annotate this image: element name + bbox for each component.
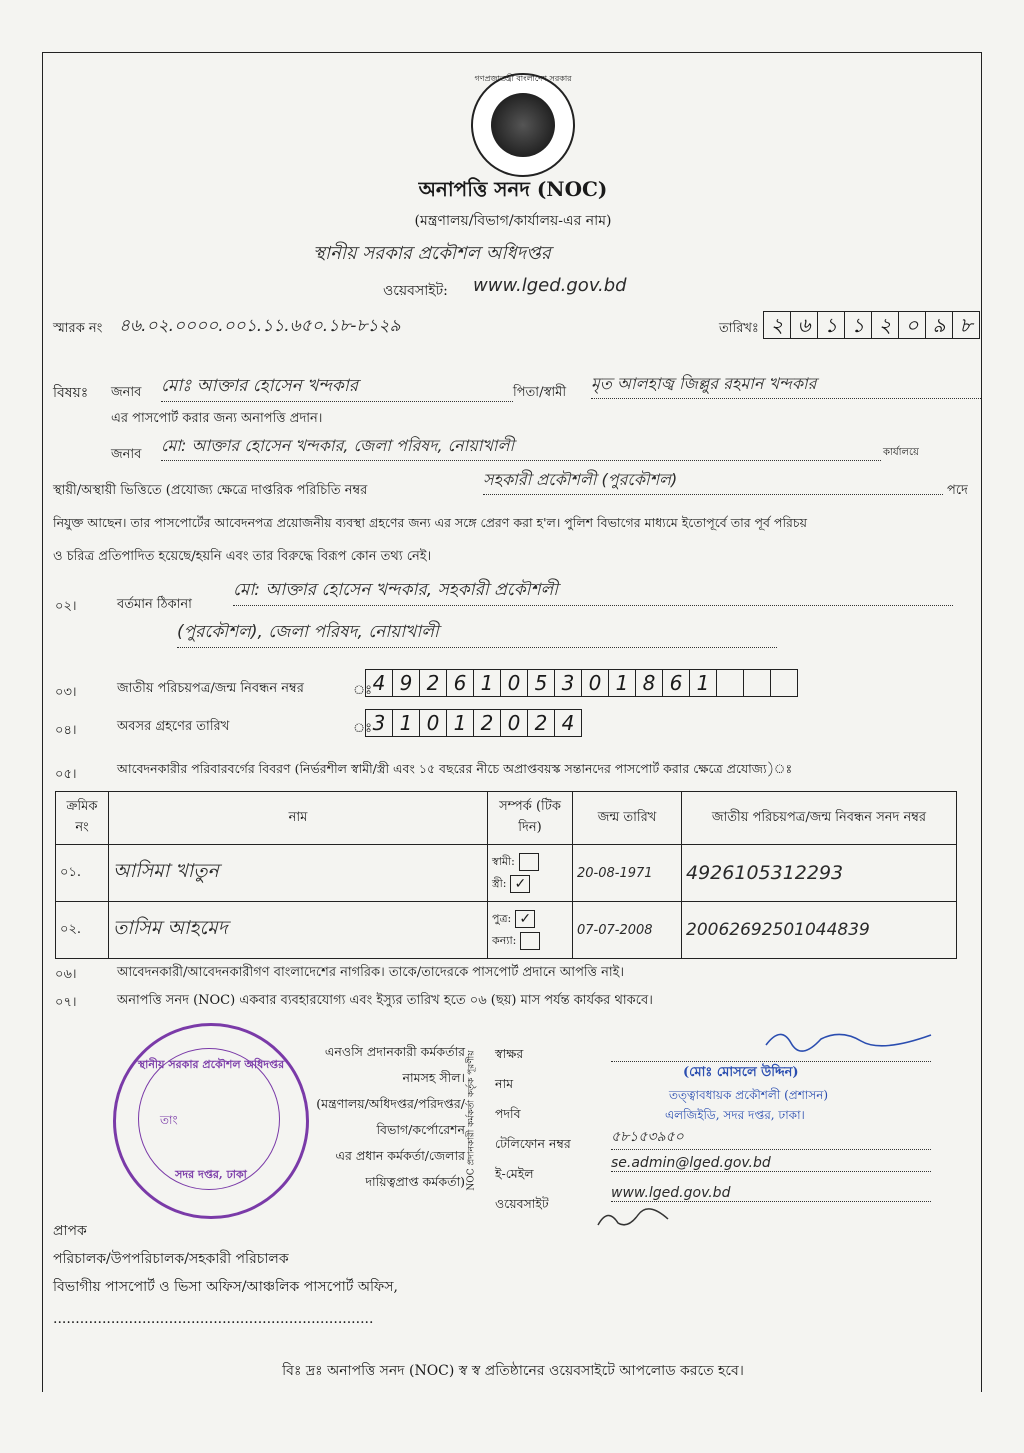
recipient-line3: বিভাগীয় পাসপোর্ট ও ভিসা অফিস/আঞ্চলিক পাসপোর্ট অফিস, — [53, 1279, 398, 1295]
initial-signature-icon — [593, 1203, 673, 1233]
office-posting: মো: আক্তার হোসেন খন্দকার, জেলা পরিষদ, নোয়াখালী — [161, 433, 881, 461]
date-digit-box: ৯ — [925, 311, 952, 339]
row-nid: 20062692501044839 — [682, 902, 957, 959]
address-line2: (পুরকৌশল), জেলা পরিষদ, নোয়াখালী — [177, 619, 777, 648]
government-emblem-icon — [471, 73, 575, 177]
row-name: তাসিম আহমেদ — [109, 902, 488, 959]
website-value: www.lged.gov.bd — [473, 275, 627, 296]
vertical-note: NOC প্রদানকারী কর্মকর্তা কর্তৃক পূরণীয় — [466, 1050, 477, 1191]
post-label: পদবি — [495, 1106, 521, 1121]
signature-icon — [761, 1025, 941, 1055]
item-03-number: ০৩। — [55, 685, 77, 700]
desc-line: বিভাগ/কর্পোরেশন — [376, 1122, 465, 1137]
retire-digit-box: 2 — [473, 709, 500, 737]
relation-a-checkbox: ✓ — [515, 910, 535, 928]
header-dob: জন্ম তারিখ — [573, 792, 682, 845]
line5: নিযুক্ত আছেন। তার পাসপোর্টের আবেদনপত্র প্রয়োজনীয় ব্যবস্থা গ্রহণের জন্য এর সঙ্গে প্রেরণ করা হ'ল। পুলিশ বিভাগের মাধ্যমে ইতোপূর্বে তার পূর্ব পরিচয় — [53, 515, 808, 530]
nid-digit-box: 6 — [662, 669, 689, 697]
seal-top-text: স্থানীয় সরকার প্রকৌশল অধিদপ্তর — [137, 1058, 285, 1071]
item-07-number: ০৭। — [55, 995, 77, 1010]
retirement-date-boxes — [365, 709, 582, 737]
row-dob: 07-07-2008 — [573, 902, 682, 959]
web-label: ওয়েবসাইট — [495, 1196, 549, 1211]
signatory-email: se.admin@lged.gov.bd — [611, 1155, 931, 1172]
desc-line: দায়িত্বপ্রাপ্ত কর্মকর্তা) — [365, 1174, 465, 1189]
header-relation: সম্পর্ক (টিক দিন) — [488, 792, 573, 845]
family-label: আবেদনকারীর পরিবারবর্গের বিবরণ (নির্ভরশীল স্বামী/স্ত্রী এবং ১৫ বছরের নীচে অপ্রাপ্তবয়স্ক সন্তানদের পাসপোর্ট করার ক্ষেত্রে প্রযোজ্য)ঃ — [117, 761, 793, 776]
signatory-post1: তত্ত্বাবধায়ক প্রকৌশলী (প্রশাসন) — [669, 1088, 829, 1102]
designation: সহকারী প্রকৌশলী (পুরকৌশল) — [483, 467, 943, 495]
applicant-name: মোঃ আক্তার হোসেন খন্দকার — [161, 373, 513, 402]
row-dob: 20-08-1971 — [573, 845, 682, 902]
relation-a-label: স্বামী: — [492, 855, 515, 868]
row-serial: ০২. — [56, 902, 109, 959]
recipient-label: প্রাপক — [53, 1223, 87, 1239]
line3-prefix: জনাব — [111, 447, 142, 462]
table-header-row — [56, 792, 957, 845]
relation-a-label: পুত্র: — [492, 912, 512, 925]
row-relation — [488, 902, 573, 959]
item-04-number: ০৪। — [55, 723, 77, 738]
line4-prefix: স্থায়ী/অস্থায়ী ভিত্তিতে (প্রযোজ্য ক্ষেত্রে দাপ্তরিক পরিচিতি নম্বর — [53, 483, 368, 498]
relation-b-checkbox — [520, 932, 540, 950]
nid-digit-box: 9 — [392, 669, 419, 697]
nid-digit-box: 6 — [446, 669, 473, 697]
emblem-text: গণপ্রজাতন্ত্রী বাংলাদেশ সরকার — [474, 74, 572, 83]
retire-digit-box: 2 — [527, 709, 554, 737]
date-digit-box: ১ — [817, 311, 844, 339]
subject-prefix: জনাব — [111, 385, 142, 400]
relation-b-label: কন্যা: — [492, 934, 517, 947]
nid-digit-box: 1 — [608, 669, 635, 697]
line4-suffix: পদে — [947, 483, 968, 498]
retire-label: অবসর গ্রহণের তারিখ — [117, 719, 230, 734]
page-title: অনাপত্তি সনদ (NOC) — [418, 177, 608, 201]
row-name: আসিমা খাতুন — [109, 845, 488, 902]
retire-colon: ঃ — [353, 721, 373, 736]
row-relation — [488, 845, 573, 902]
nid-digit-box: 0 — [500, 669, 527, 697]
item-02-number: ০২। — [55, 599, 77, 614]
nid-digit-box — [743, 669, 770, 697]
date-digit-box: ০ — [898, 311, 925, 339]
header-nid: জাতীয় পরিচয়পত্র/জন্ম নিবন্ধন সনদ নম্বর — [682, 792, 957, 845]
nid-digit-box: 4 — [365, 669, 392, 697]
relation-b-label: স্ত্রী: — [492, 877, 507, 890]
retire-digit-box: 3 — [365, 709, 392, 737]
date-digit-box: ২ — [871, 311, 898, 339]
website-label: ওয়েবসাইট: — [383, 283, 448, 299]
header-name: নাম — [109, 792, 488, 845]
nid-label: জাতীয় পরিচয়পত্র/জন্ম নিবন্ধন নম্বর — [117, 681, 304, 696]
address-label: বর্তমান ঠিকানা — [117, 597, 192, 612]
signatory-name: (মোঃ মোসলে উদ্দিন) — [683, 1065, 799, 1080]
date-digit-box: ১ — [844, 311, 871, 339]
line6: ও চরিত্র প্রতিপাদিত হয়েছে/হয়নি এবং তার বিরুদ্ধে বিরূপ কোন তথ্য নেই। — [53, 549, 432, 564]
row-serial: ০১. — [56, 845, 109, 902]
signatory-phone: ৫৮১৫৩৯৫০ — [611, 1125, 931, 1150]
seal-mid-text: তাং — [160, 1113, 178, 1127]
recipient-line4: ........................................................................ — [53, 1311, 374, 1327]
signature-line — [611, 1039, 931, 1062]
item-06-text: আবেদনকারী/আবেদনকারীগণ বাংলাদেশের নাগরিক। তাকে/তাদেরকে পাসপোর্ট প্রদানে আপত্তি নাই। — [117, 965, 625, 980]
nid-digit-box — [770, 669, 798, 697]
nid-digit-box: 1 — [689, 669, 716, 697]
desc-line: এর প্রধান কর্মকর্তা/জেলার — [335, 1148, 465, 1163]
subject-label: বিষয়ঃ — [53, 385, 89, 401]
name-label: নাম — [495, 1076, 514, 1091]
signatory-field-labels — [495, 1039, 571, 1219]
date-label: তারিখঃ — [719, 321, 759, 336]
relation-b-checkbox: ✓ — [510, 875, 530, 893]
address-line1: মো: আক্তার হোসেন খন্দকার, সহকারী প্রকৌশলী — [233, 577, 953, 606]
line3-suffix: কার্যালয়ে — [883, 447, 919, 458]
father-name: মৃত আলহাজ্ব জিল্লুর রহমান খন্দকার — [591, 371, 981, 399]
nid-digit-box: 3 — [554, 669, 581, 697]
retire-digit-box: 1 — [392, 709, 419, 737]
issue-date-boxes — [763, 311, 980, 339]
footer-note: বিঃ দ্রঃ অনাপত্তি সনদ (NOC) স্ব স্ব প্রতিষ্ঠানের ওয়েবসাইটে আপলোড করতে হবে। — [282, 1363, 744, 1379]
signatory-description — [253, 1039, 465, 1195]
father-label: পিতা/স্বামী — [513, 385, 567, 400]
item-07-text: অনাপত্তি সনদ (NOC) একবার ব্যবহারযোগ্য এবং ইস্যুর তারিখ হতে ০৬ (ছয়) মাস পর্যন্ত কার্যকর থাকবে। — [117, 993, 653, 1008]
retire-digit-box: 4 — [554, 709, 582, 737]
retire-digit-box: 1 — [446, 709, 473, 737]
office-name: স্থানীয় সরকার প্রকৌশল অধিদপ্তর — [313, 243, 551, 264]
recipient-line2: পরিচালক/উপপরিচালক/সহকারী পরিচালক — [53, 1251, 289, 1267]
nid-digit-box: 5 — [527, 669, 554, 697]
item-06-number: ০৬। — [55, 967, 77, 982]
seal-bottom-text: সদর দপ্তর, ঢাকা — [175, 1168, 247, 1181]
signatory-website: www.lged.gov.bd — [611, 1185, 931, 1202]
item-05-number: ০৫। — [55, 767, 77, 782]
date-digit-box: ৬ — [790, 311, 817, 339]
desc-line: এনওসি প্রদানকারী কর্মকর্তার — [324, 1044, 465, 1059]
row-nid: 4926105312293 — [682, 845, 957, 902]
signatory-post2: এলজিইডি, সদর দপ্তর, ঢাকা। — [665, 1108, 805, 1122]
table-row — [56, 845, 957, 902]
family-table — [55, 791, 957, 959]
retire-digit-box: 0 — [500, 709, 527, 737]
header-serial: ক্রমিক নং — [56, 792, 109, 845]
desc-line: নামসহ সীল। — [402, 1070, 465, 1085]
page-subtitle: (মন্ত্রণালয়/বিভাগ/কার্যালয়-এর নাম) — [414, 213, 612, 229]
sign-label: স্বাক্ষর — [495, 1046, 524, 1061]
phone-label: টেলিফোন নম্বর — [495, 1136, 571, 1151]
nid-boxes — [365, 669, 798, 697]
table-row — [56, 902, 957, 959]
date-digit-box: ২ — [763, 311, 790, 339]
nid-digit-box: 2 — [419, 669, 446, 697]
email-label: ই-মেইল — [495, 1166, 534, 1181]
subject-line2: এর পাসপোর্ট করার জন্য অনাপত্তি প্রদান। — [111, 411, 323, 426]
memo-value: ৪৬.০২.০০০০.০০১.১১.৬৫০.১৮-৮১২৯ — [119, 316, 401, 336]
nid-digit-box — [716, 669, 743, 697]
desc-line: (মন্ত্রণালয়/অধিদপ্তর/পরিদপ্তর/ — [316, 1096, 465, 1111]
nid-digit-box: 0 — [581, 669, 608, 697]
retire-digit-box: 0 — [419, 709, 446, 737]
noc-form — [42, 52, 982, 1392]
nid-digit-box: 8 — [635, 669, 662, 697]
nid-digit-box: 1 — [473, 669, 500, 697]
date-digit-box: ৮ — [952, 311, 980, 339]
relation-a-checkbox — [519, 853, 539, 871]
memo-label: স্মারক নং — [53, 321, 103, 336]
nid-colon: ঃ — [353, 683, 373, 698]
